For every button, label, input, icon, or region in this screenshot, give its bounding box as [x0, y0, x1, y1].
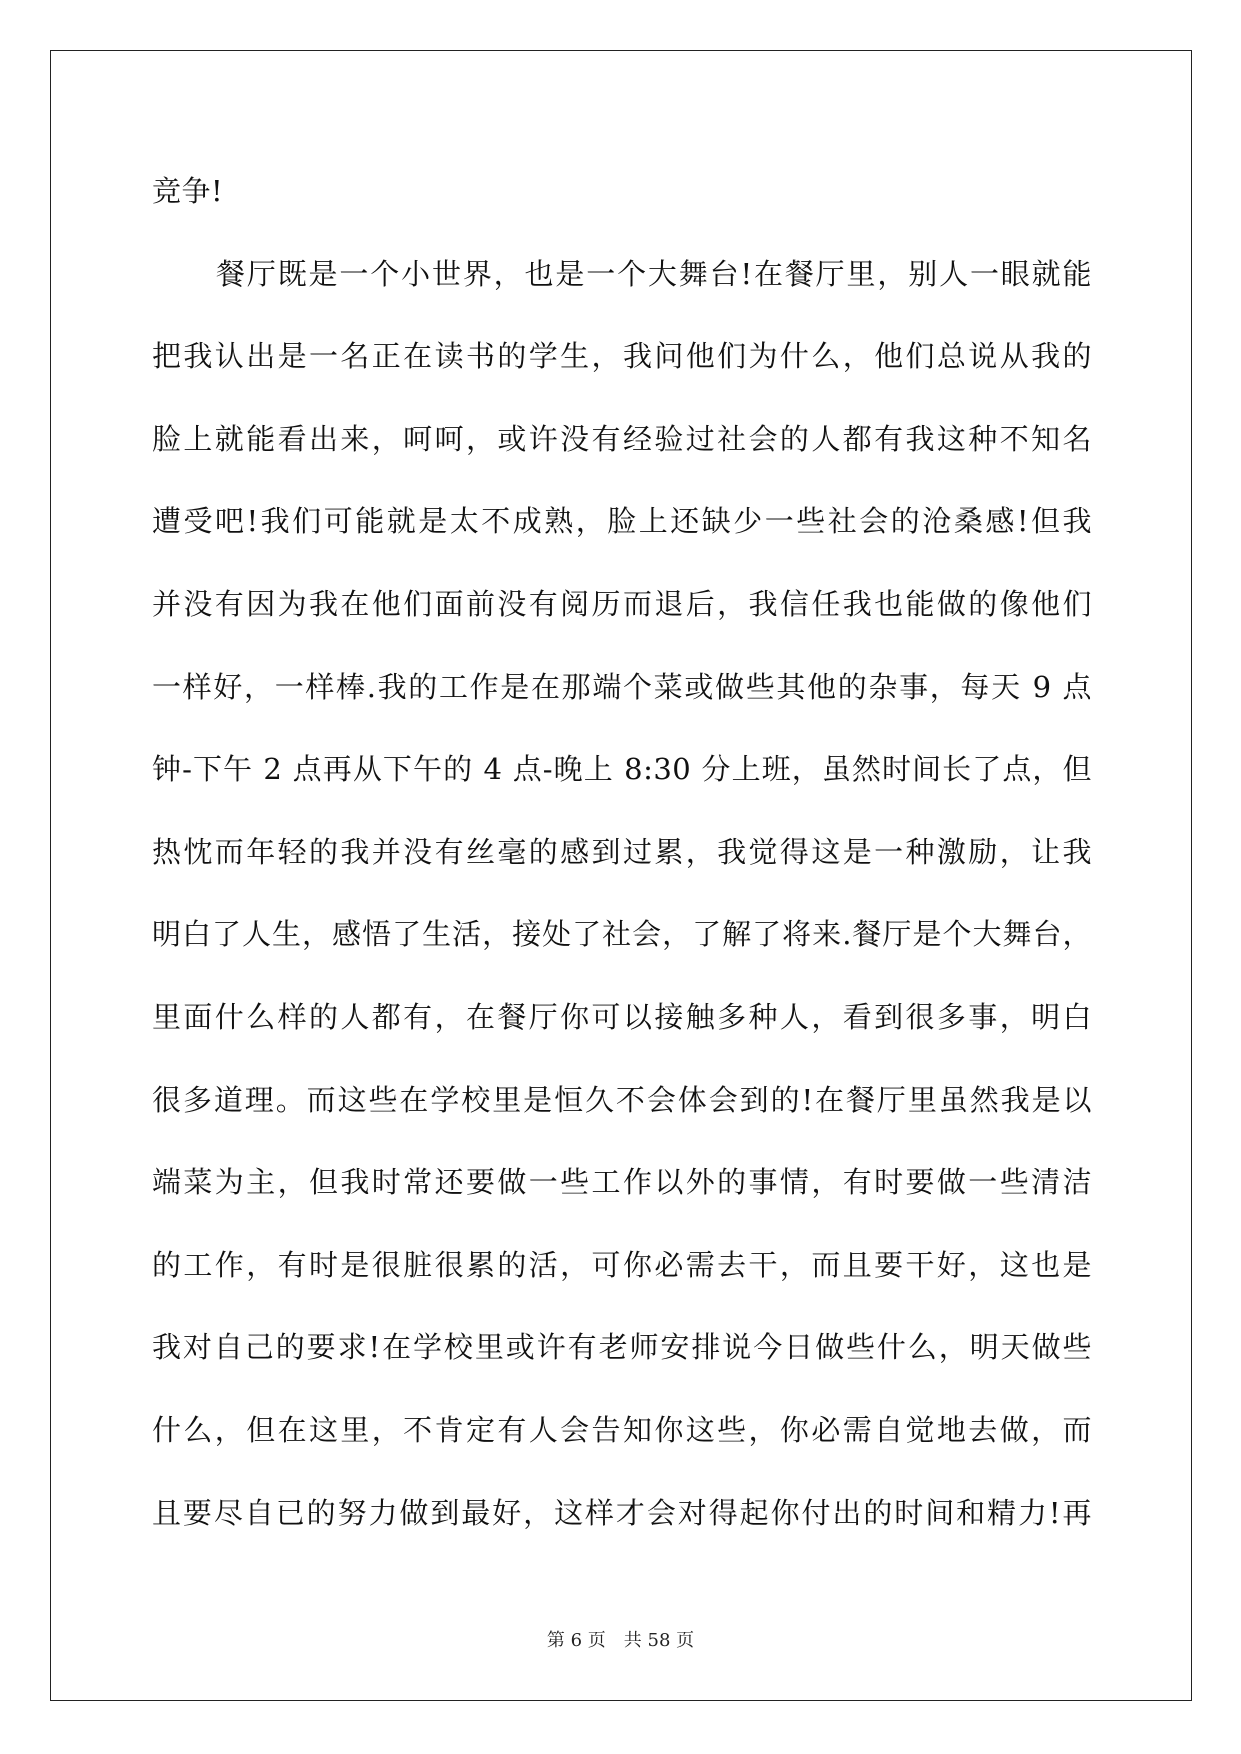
text-line: 遭受吧!我们可能就是太不成熟，脸上还缺少一些社会的沧桑感!但我: [152, 504, 1092, 539]
text-line: 什么，但在这里，不肯定有人会告知你这些，你必需自觉地去做，而: [152, 1412, 1092, 1447]
total-pages: 共 58 页: [623, 1630, 695, 1651]
text-line: 明白了人生，感悟了生活，接处了社会，了解了将来.餐厅是个大舞台，: [152, 917, 1092, 952]
text-line: 热忱而年轻的我并没有丝毫的感到过累，我觉得这是一种激励，让我: [152, 834, 1092, 869]
text-line: 钟-下午 2 点再从下午的 4 点-晚上 8:30 分上班，虽然时间长了点，但: [152, 752, 1092, 787]
text-line: 餐厅既是一个小世界，也是一个大舞台!在餐厅里，别人一眼就能: [216, 256, 1092, 291]
text-line: 很多道理。而这些在学校里是恒久不会体会到的!在餐厅里虽然我是以: [152, 1082, 1092, 1117]
text-line: 且要尽自已的努力做到最好，这样才会对得起你付出的时间和精力!再: [152, 1495, 1092, 1530]
text-line: 的工作，有时是很脏很累的活，可你必需去干，而且要干好，这也是: [152, 1247, 1092, 1282]
body-text: [152, 150, 1092, 1554]
text-line: 把我认出是一名正在读书的学生，我问他们为什么，他们总说从我的: [152, 339, 1092, 374]
text-line: 我对自己的要求!在学校里或许有老师安排说今日做些什么，明天做些: [152, 1330, 1092, 1365]
text-line: 脸上就能看出来，呵呵，或许没有经验过社会的人都有我这种不知名: [152, 421, 1092, 456]
text-line: 竞争!: [152, 174, 224, 208]
page-footer: [0, 1626, 1241, 1652]
text-line: 一样好，一样棒.我的工作是在那端个菜或做些其他的杂事，每天 9 点: [152, 669, 1092, 704]
text-line: 里面什么样的人都有，在餐厅你可以接触多种人，看到很多事，明白: [152, 999, 1092, 1034]
text-line: 并没有因为我在他们面前没有阅历而退后，我信任我也能做的像他们: [152, 586, 1092, 621]
text-line: 端菜为主，但我时常还要做一些工作以外的事情，有时要做一些清洁: [152, 1165, 1092, 1200]
page-number: 第 6 页: [546, 1630, 606, 1651]
